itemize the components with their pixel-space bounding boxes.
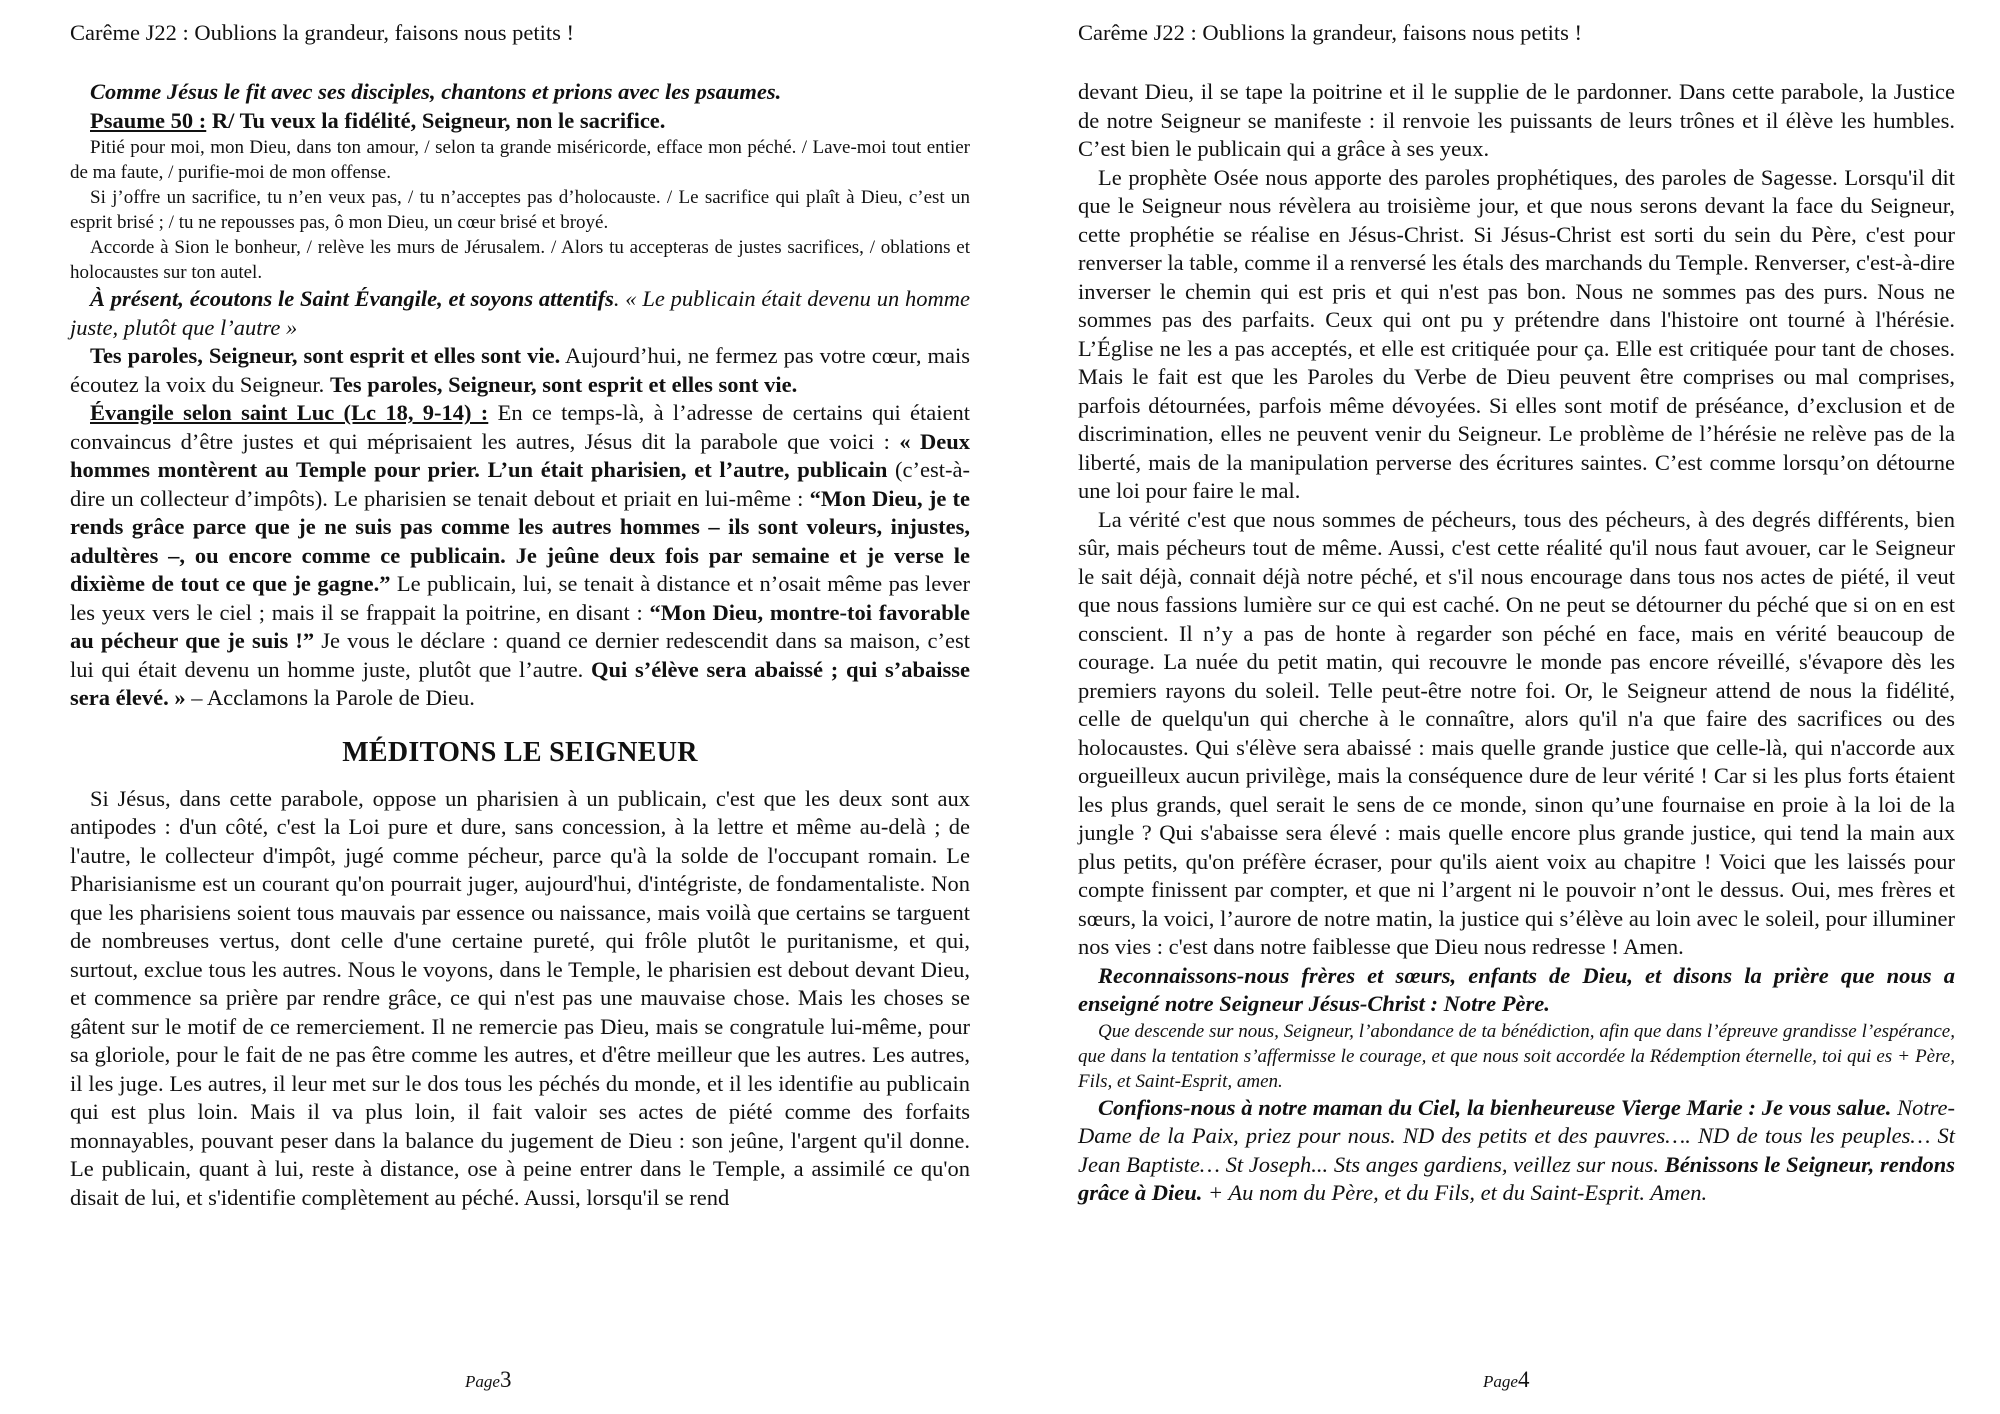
page-label: Page (465, 1372, 500, 1391)
gospel-segment-bold: “Mon Dieu, je te rends grâce parce que je ne suis pas comme les autres hommes – ils sont voleurs, injustes, adultères –, ou encore comme ce publicain. Je jeûne deux fois par semaine et je verse le dixième de tout ce que je gagne.” (70, 485, 970, 596)
meditation-paragraph: La vérité c'est que nous sommes de pécheurs, tous des pécheurs, à des degrés différents, bien sûr, mais pécheurs tout de même. Aussi, c'est cette réalité qu'il nous faut avouer, car le Seigneur le sait déjà, connait déjà notre péché, et s'il nous encourage dans tous nos actes de piété, il veut que nous fassions lumière sur ce qui est caché. On ne peut se détourner du péché que si on en est conscient. Il n’y a pas de honte à regarder son péché en face, mais en vérité beaucoup de courage. La nuée du petit matin, qui recouvre le monde pas encore réveillé, s'évapore dès les premiers rayons du soleil. Telle peut-être notre foi. Or, le Seigneur attend de nous la fidélité, celle de quelqu'un qui cherche à le connaître, alors qu'il n'a que faire des sacrifices ou des holocaustes. Qui s'élève sera abaissé : mais quelle grande justice que celle-là, qui n'accorde aux orgueilleux aucun privilège, mais la conséquence dure de leur vérité ! Car si les plus forts étaient les plus grands, quel serait le sens de ce monde, sinon qu’une fournaise en proie à la loi de la jungle ? Qui s'abaisse sera élevé : mais quelle encore plus grande justice, qui tend la main aux plus petits, qu'on préfère écraser, pour qu'ils aient voix au chapitre ! Voici que les laissés pour compte finissent par compter, et que ni l’argent ni le pouvoir n’ont le dessus. Oui, mes frères et sœurs, la voici, l’aurore de notre matin, la justice qui s’élève au loin avec le soleil, pour illuminer nos vies : c'est dans notre faiblesse que Dieu nous redresse ! Amen. (1078, 506, 1955, 959)
gospel-segment-bold: Qui s’élève sera abaissé ; qui s’abaisse sera élevé. » (70, 656, 970, 710)
closing-prayers (1078, 1094, 1955, 1208)
gospel-label: Évangile selon saint Luc (Lc 18, 9-14) : (90, 400, 489, 425)
acclamation-text: Aujourd’hui, ne fermez pas votre cœur, mais écoutez la voix du Seigneur. (70, 343, 970, 397)
psalm-label: Psaume 50 : (90, 107, 207, 133)
sign-of-cross-text: + Au nom du Père, et du Fils, et du Saint-Esprit. Amen. (1202, 1180, 1708, 1205)
blessing-text: Que descende sur nous, Seigneur, l’abondance de ta bénédiction, afin que dans l’épreuve grandisse l’espérance, que dans la tentation s’affermisse le courage, et que nous soit accordée la Rédemption éternelle, toi qui es + Père, Fils, et Saint-Esprit, amen. (1078, 1020, 1955, 1092)
gospel-segment: En ce temps-là, à l’adresse de certains qui étaient convaincus d’être justes et qui méprisaient les autres, Jésus dit la parabole que voici : (70, 400, 970, 454)
litany-text: Notre-Dame de la Paix, priez pour nous. ND des petits et des pauvres…. ND de tous les peuples… St Jean Baptiste… St Joseph... Sts anges gardiens, veillez sur nous. (1078, 1094, 1955, 1177)
lords-prayer-intro: Reconnaissons-nous frères et sœurs, enfants de Dieu, et disons la prière que nous a enseigné notre Seigneur Jésus-Christ : Notre Père. (1078, 962, 1955, 1016)
page-num: 4 (1517, 1367, 1530, 1392)
gospel-segment-bold: “Mon Dieu, montre-toi favorable au pécheur que je suis !” (70, 599, 970, 653)
gospel-intro-rest: . « Le publicain était devenu un homme juste, plutôt que l’autre » (70, 286, 970, 340)
meditation-text: Si Jésus, dans cette parabole, oppose un pharisien à un publicain, c'est que les deux sont aux antipodes : d'un côté, c'est la Loi pure et dure, sans concession, à la lettre et même au-delà ; de l'autre, le collecteur d'impôt, jugé comme pécheur, parce qu'à la solde de l'occupant romain. Le Pharisianisme est un courant qu'on pourrait juger, aujourd'hui, d'intégriste, de fondamentaliste. Non que les pharisiens soient tous mauvais par essence ou naissance, mais voilà que certains se targuent de nombreuses vertus, dont celle d'une certaine pureté, qui frôle plutôt le puritanisme, et qui, surtout, exclue tous les autres. Nous le voyons, dans le Temple, le pharisien est debout devant Dieu, et commence sa prière par rendre grâce, ce qui n'est pas une mauvaise chose. Mais les choses se gâtent sur le motif de ce remerciement. Il ne remercie pas Dieu, mais se congratule lui-même, pour sa gloriole, pour le fait de ne pas être comme les autres, et d'être meilleur que les autres. Les autres, il les juge. Les autres, il leur met sur le dos tous les péchés du monde, et il les identifie au publicain qui est plus loin. Mais il va plus loin, il fait valoir ses actes de piété comme des forfaits monnayables, pouvant peser dans la balance du jugement de Dieu : son jeûne, l'argent qu'il donne. Le publicain, quant à lui, reste à distance, ose à peine entrer dans le Temple, a assimilé ce qu'on disait de lui, et s'identifie complètement au péché. Aussi, lorsqu'il se rend (70, 785, 970, 1210)
gospel-segment: Le publicain, lui, se tenait à distance et n’osait même pas lever les yeux vers le ciel ; mais il se frappait la poitrine, en disant : (70, 571, 970, 625)
page-header: Carême J22 : Oublions la grandeur, faisons nous petits ! (1078, 20, 1583, 45)
psalm-verse: Accorde à Sion le bonheur, / relève les murs de Jérusalem. / Alors tu accepteras de justes sacrifices, / oblations et holocaustes sur ton autel. (70, 237, 970, 283)
meditation-paragraph: Le prophète Osée nous apporte des paroles prophétiques, des paroles de Sagesse. Lorsqu'il dit que le Seigneur nous révèlera au troisième jour, et que nous serons devant la face du Seigneur, cette prophétie se réalise en Jésus-Christ. Si Jésus-Christ est sorti du sein du Père, c'est pour renverser la table, comme il a renversé les étals des marchands du Temple. Renverser, c'est-à-dire inverser le chemin qui est pris et qui n'est pas bon. Nous ne sommes pas des purs. Nous ne sommes pas des parfaits. Ceux qui ont pu y prétendre dans l'histoire ont tourné à l'hérésie. L’Église ne les a pas acceptés, et elle est critiquée pour ça. Elle est critiquée pour tant de choses. Mais le fait est que les Paroles du Verbe de Dieu peuvent être comprises ou mal comprises, parfois détournées, parfois même dévoyées. Si elles sont motif de préséance, d’exclusion et de discrimination, elles ne peuvent venir du Seigneur. Le problème de l’hérésie ne relève pas de la liberté, mais de la manipulation perverse des écritures saintes. C’est comme lorsqu’on détourne une loi pour faire le mal. (1078, 164, 1955, 503)
page-number (1483, 1367, 1529, 1393)
right-page (1078, 0, 1955, 1414)
page-number (465, 1367, 511, 1393)
blessing-block (1078, 1019, 1955, 1094)
left-page (70, 0, 970, 1414)
bless-lord-text: Bénissons le Seigneur, rendons grâce à Dieu. (1078, 1151, 1955, 1205)
psalm-verses (70, 135, 970, 285)
page-num: 3 (499, 1367, 512, 1392)
page-header: Carême J22 : Oublions la grandeur, faisons nous petits ! (70, 20, 575, 45)
meditation-continued: devant Dieu, il se tape la poitrine et il le supplie de le pardonner. Dans cette parabole, la Justice de notre Seigneur se manifeste : il renvoie les puissants de leurs trônes et il élève les humbles. C’est bien le publicain qui a grâce à ses yeux. (1078, 79, 1955, 161)
gospel-text (70, 399, 970, 713)
hail-mary-intro: Confions-nous à notre maman du Ciel, la bienheureuse Vierge Marie : Je vous salue. (1098, 1094, 1892, 1120)
psalm-heading (70, 107, 970, 136)
gospel-intro (70, 285, 970, 342)
psalm-verse: Pitié pour moi, mon Dieu, dans ton amour, / selon ta grande miséricorde, efface mon péché. / Lave-moi tout entier de ma faute, / purifie-moi de mon offense. (70, 137, 970, 183)
right-content (1078, 78, 1955, 1208)
left-content (70, 78, 970, 1212)
gospel-segment: (c’est-à-dire un collecteur d’impôts). Le pharisien se tenait debout et priait en lui-même : (70, 457, 970, 511)
gospel-segment: – Acclamons la Parole de Dieu. (185, 685, 475, 710)
psalm-verse: Si j’offre un sacrifice, tu n’en veux pas, / tu n’acceptes pas d’holocauste. / Le sacrifice qui plaît à Dieu, c’est un esprit brisé ; / tu ne repousses pas, ô mon Dieu, un cœur brisé et broyé. (70, 187, 970, 233)
gospel-intro-bold: À présent, écoutons le Saint Évangile, et soyons attentifs (90, 286, 614, 311)
acclamation-bold: Tes paroles, Seigneur, sont esprit et elles sont vie. (90, 343, 561, 368)
acclamation-bold: Tes paroles, Seigneur, sont esprit et elles sont vie. (329, 371, 798, 397)
gospel-segment-bold: « Deux hommes montèrent au Temple pour prier. L’un était pharisien, et l’autre, publicain (70, 428, 971, 482)
acclamation (70, 342, 970, 399)
psalm-refrain: R/ Tu veux la fidélité, Seigneur, non le sacrifice. (206, 107, 666, 133)
psalm-intro: Comme Jésus le fit avec ses disciples, chantons et prions avec les psaumes. (90, 79, 782, 104)
gospel-segment: Je vous le déclare : quand ce dernier redescendit dans sa maison, c’est lui qui était devenu un homme juste, plutôt que l’autre. (70, 628, 970, 682)
page-label: Page (1483, 1372, 1518, 1391)
section-title: MÉDITONS LE SEIGNEUR (342, 736, 698, 768)
